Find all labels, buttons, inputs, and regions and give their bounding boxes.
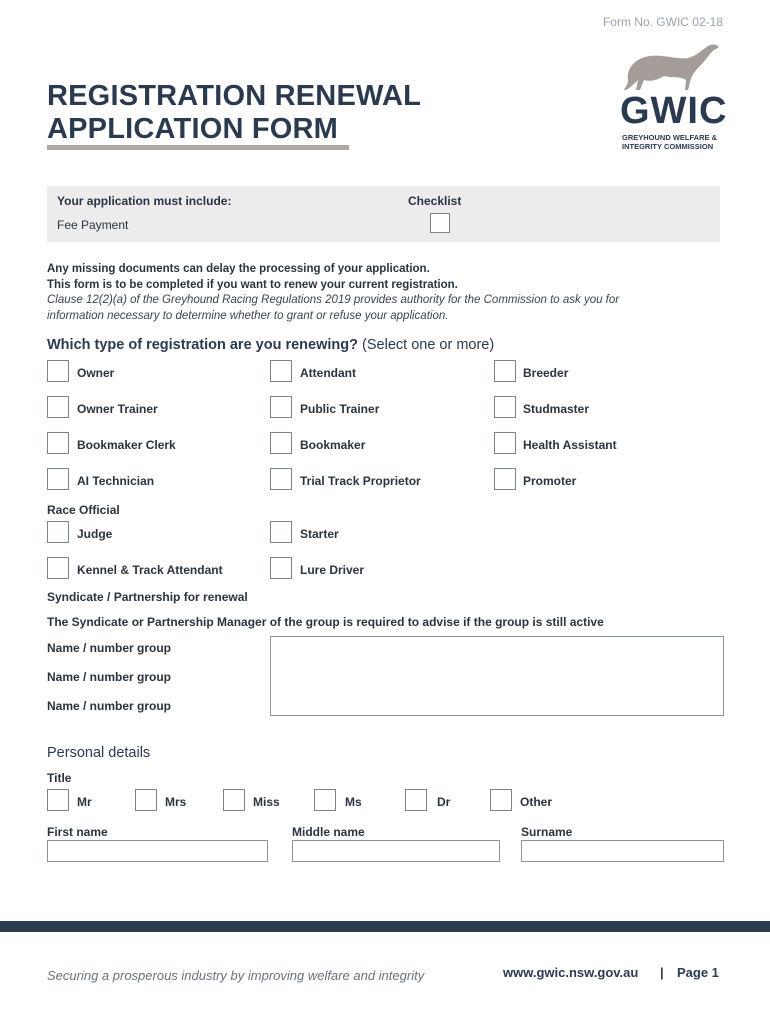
- kennel-track-attendant-checkbox[interactable]: [47, 557, 69, 579]
- ai-technician-label: AI Technician: [77, 474, 155, 488]
- public-trainer-label: Public Trainer: [300, 402, 380, 416]
- note-clause-cont: information necessary to determine whether to grant or refuse your application.: [47, 309, 449, 322]
- title-ms-checkbox[interactable]: [314, 789, 336, 811]
- title-ms-label: Ms: [345, 795, 362, 809]
- instructions: [47, 262, 727, 324]
- title-label: Title: [47, 771, 72, 785]
- logo-subtitle: [622, 133, 717, 151]
- surname-input[interactable]: [521, 840, 724, 862]
- title-dr-checkbox[interactable]: [405, 789, 427, 811]
- footer-bar: [0, 921, 770, 932]
- public-trainer-checkbox[interactable]: [270, 396, 292, 418]
- fee-payment-label: Fee Payment: [57, 218, 129, 232]
- logo-wordmark: GWIC: [620, 90, 728, 132]
- kennel-track-attendant-label: Kennel & Track Attendant: [77, 563, 223, 577]
- syndicate-label: Syndicate / Partnership for renewal: [47, 590, 248, 604]
- logo-subtitle-line-1: GREYHOUND WELFARE &: [622, 133, 718, 142]
- starter-checkbox[interactable]: [270, 521, 292, 543]
- title-other-label: Other: [520, 795, 553, 809]
- bookmaker-clerk-label: Bookmaker Clerk: [77, 438, 176, 452]
- page-number: Page 1: [677, 965, 719, 980]
- must-include-label: Your application must include:: [57, 194, 232, 208]
- judge-checkbox[interactable]: [47, 521, 69, 543]
- attendant-label: Attendant: [300, 366, 356, 380]
- bookmaker-label: Bookmaker: [300, 438, 366, 452]
- footer-tagline: Securing a prosperous industry by improving welfare and integrity: [47, 968, 425, 983]
- trial-track-proprietor-checkbox[interactable]: [270, 468, 292, 490]
- surname-label: Surname: [521, 825, 573, 839]
- note-renewal: This form is to be completed if you want to renew your current registration.: [47, 278, 458, 291]
- title-other-checkbox[interactable]: [490, 789, 512, 811]
- middle-name-label: Middle name: [292, 825, 365, 839]
- title-mr-label: Mr: [77, 795, 92, 809]
- race-official-label: Race Official: [47, 503, 120, 517]
- name-group-label-1: Name / number group: [47, 641, 172, 655]
- owner-trainer-checkbox[interactable]: [47, 396, 69, 418]
- starter-label: Starter: [300, 527, 339, 541]
- owner-label: Owner: [77, 366, 115, 380]
- studmaster-checkbox[interactable]: [494, 396, 516, 418]
- judge-label: Judge: [77, 527, 113, 541]
- first-name-label: First name: [47, 825, 108, 839]
- registration-hint: (Select one or more): [362, 337, 495, 353]
- title-mr-checkbox[interactable]: [47, 789, 69, 811]
- promoter-checkbox[interactable]: [494, 468, 516, 490]
- owner-checkbox[interactable]: [47, 360, 69, 382]
- health-assistant-checkbox[interactable]: [494, 432, 516, 454]
- title-mrs-checkbox[interactable]: [135, 789, 157, 811]
- footer-separator: |: [660, 965, 664, 980]
- fee-payment-checkbox[interactable]: [430, 213, 450, 233]
- registration-heading: [47, 337, 494, 353]
- personal-details-heading: Personal details: [47, 745, 151, 761]
- bookmaker-checkbox[interactable]: [270, 432, 292, 454]
- greyhound-logo-icon: [620, 40, 726, 92]
- attendant-checkbox[interactable]: [270, 360, 292, 382]
- title-mrs-label: Mrs: [165, 795, 187, 809]
- middle-name-input[interactable]: [292, 840, 500, 862]
- name-group-label-3: Name / number group: [47, 699, 172, 713]
- syndicate-note: The Syndicate or Partnership Manager of the group is required to advise if the group is still active: [47, 615, 604, 629]
- title-miss-label: Miss: [253, 795, 280, 809]
- footer-website-link[interactable]: www.gwic.nsw.gov.au: [503, 965, 639, 980]
- bookmaker-clerk-checkbox[interactable]: [47, 432, 69, 454]
- health-assistant-label: Health Assistant: [523, 438, 617, 452]
- lure-driver-label: Lure Driver: [300, 563, 365, 577]
- checklist-header: Checklist: [408, 194, 462, 208]
- breeder-label: Breeder: [523, 366, 569, 380]
- title-line-2: APPLICATION FORM: [47, 113, 339, 145]
- first-name-input[interactable]: [47, 840, 268, 862]
- note-clause: Clause 12(2)(a) of the Greyhound Racing Regulations 2019 provides authority for the Commission to ask you for: [47, 294, 620, 306]
- breeder-checkbox[interactable]: [494, 360, 516, 382]
- ai-technician-checkbox[interactable]: [47, 468, 69, 490]
- name-group-label-2: Name / number group: [47, 670, 172, 684]
- title-underline: [47, 145, 349, 150]
- title-dr-label: Dr: [437, 795, 451, 809]
- promoter-label: Promoter: [523, 474, 577, 488]
- name-group-textarea[interactable]: [270, 636, 724, 716]
- registration-question: Which type of registration are you renewing?: [47, 337, 358, 353]
- form-number: Form No. GWIC 02-18: [602, 15, 723, 29]
- lure-driver-checkbox[interactable]: [270, 557, 292, 579]
- studmaster-label: Studmaster: [523, 402, 590, 416]
- owner-trainer-label: Owner Trainer: [77, 402, 158, 416]
- logo-subtitle-line-2: INTEGRITY COMMISSION: [622, 142, 714, 151]
- note-missing-docs: Any missing documents can delay the processing of your application.: [47, 263, 430, 275]
- page-title: [47, 80, 421, 146]
- trial-track-proprietor-label: Trial Track Proprietor: [300, 474, 421, 488]
- title-miss-checkbox[interactable]: [223, 789, 245, 811]
- title-line-1: REGISTRATION RENEWAL: [47, 80, 422, 112]
